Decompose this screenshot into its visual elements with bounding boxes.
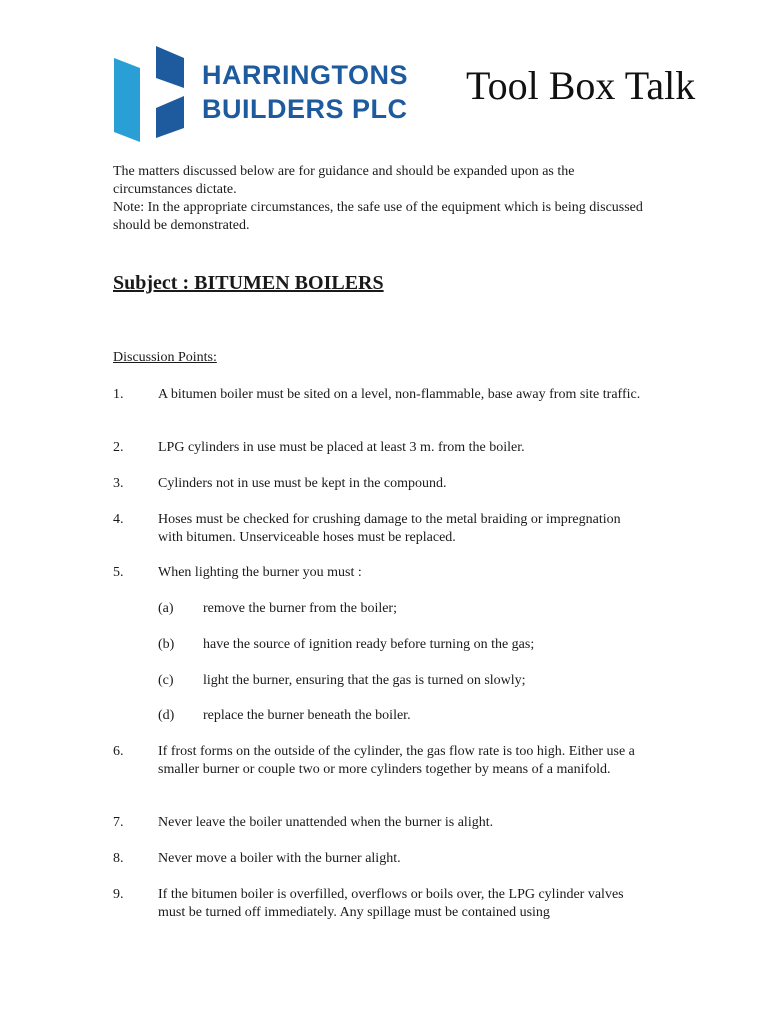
logo-text-line1: HARRINGTONS <box>202 60 409 90</box>
sub-list-item-label: (b) <box>158 637 175 652</box>
intro-paragraph-2: Note: In the appropriate circumstances, the safe use of the equipment which is being discussed should be demonstrated. <box>113 200 643 233</box>
logo-text-line2: BUILDERS PLC <box>202 94 408 124</box>
list-item-text: When lighting the burner you must : <box>158 565 362 580</box>
sub-list-item-label: (d) <box>158 708 175 723</box>
sub-list-item-text: replace the burner beneath the boiler. <box>203 708 411 723</box>
intro-paragraph-1: The matters discussed below are for guidance and should be expanded upon as the circumstances dictate. <box>113 164 575 197</box>
list-item-text: If the bitumen boiler is overfilled, overflows or boils over, the LPG cylinder valves must be turned off immediately. Any spillage must be contained using <box>158 887 624 920</box>
sub-list-item-text: remove the burner from the boiler; <box>203 601 397 616</box>
sub-list-item-text: have the source of ignition ready before turning on the gas; <box>203 637 535 652</box>
sub-list-item-label: (a) <box>158 601 174 616</box>
list-item-text: If frost forms on the outside of the cylinder, the gas flow rate is too high. Either use a smaller burner or couple two or more cylinders together by means of a manifold. <box>158 744 635 777</box>
document-title: Tool Box Talk <box>466 63 696 108</box>
list-item-number: 3. <box>113 476 124 491</box>
list-item-text: A bitumen boiler must be sited on a level, non-flammable, base away from site traffic. <box>158 387 641 402</box>
list-item-number: 5. <box>113 565 124 580</box>
list-item-number: 1. <box>113 387 124 402</box>
list-item-number: 4. <box>113 512 124 527</box>
sub-list-item-text: light the burner, ensuring that the gas is turned on slowly; <box>203 673 526 688</box>
list-item-text: Never move a boiler with the burner alight. <box>158 851 401 866</box>
list-item-text: LPG cylinders in use must be placed at least 3 m. from the boiler. <box>158 440 525 455</box>
company-logo <box>112 44 432 144</box>
list-item-text: Hoses must be checked for crushing damage to the metal braiding or impregnation with bitumen. Unserviceable hoses must be replaced. <box>158 512 621 545</box>
list-item-number: 8. <box>113 851 124 866</box>
intro-text <box>113 163 653 235</box>
list-item-number: 9. <box>113 887 124 902</box>
list-item-text: Cylinders not in use must be kept in the compound. <box>158 476 447 491</box>
harringtons-logo-mark-icon <box>112 44 192 144</box>
list-item-number: 7. <box>113 815 124 830</box>
list-item-number: 2. <box>113 440 124 455</box>
list-item-number: 6. <box>113 744 124 759</box>
list-item-text: Never leave the boiler unattended when the burner is alight. <box>158 815 494 830</box>
subject-heading: Subject : BITUMEN BOILERS <box>113 272 384 294</box>
discussion-points-heading: Discussion Points: <box>113 350 217 365</box>
sub-list-item-label: (c) <box>158 673 174 688</box>
